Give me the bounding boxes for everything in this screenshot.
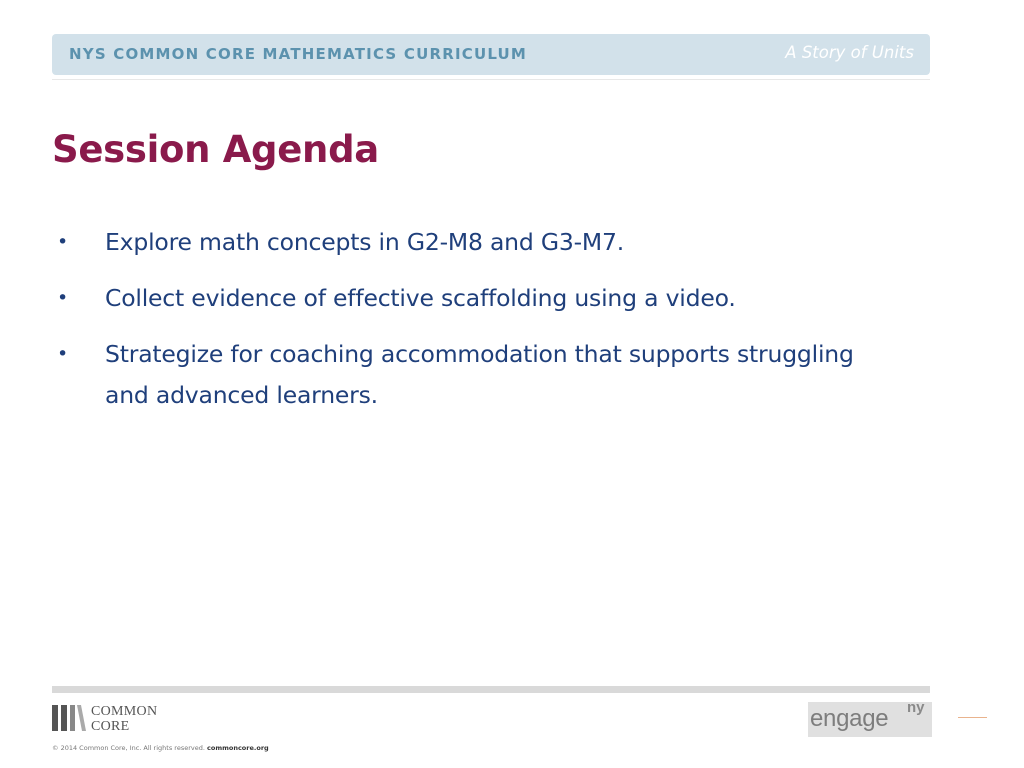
engage-superscript: ny [907,699,925,716]
agenda-item-text: Explore math concepts in G2-M8 and G3-M7. [105,228,624,256]
bullet-icon: • [57,287,69,309]
logo-line-1: COMMON [91,704,158,719]
engage-wordmark: engage [810,705,889,732]
engageny-logo [808,699,932,737]
footer-divider [52,686,930,693]
common-core-mark-icon [52,705,86,731]
slide-title: Session Agenda [52,128,379,171]
header-divider [52,79,930,80]
copyright-notice [52,744,269,752]
agenda-item-text: Strategize for coaching accommodation that supports struggling and advanced learners. [105,340,854,409]
agenda-item [52,334,882,416]
common-core-wordmark [91,704,157,734]
bullet-icon: • [57,231,69,253]
decorative-rule [958,717,987,718]
agenda-list [52,222,882,431]
agenda-item-text: Collect evidence of effective scaffolding using a video. [105,284,736,312]
copyright-text: © 2014 Common Core, Inc. All rights reserved. [52,744,205,752]
agenda-item [52,278,882,319]
agenda-item [52,222,882,263]
story-subtitle: A Story of Units [785,43,914,62]
bullet-icon: • [57,343,69,365]
copyright-site: commoncore.org [207,744,269,752]
logo-line-2: CORE [91,719,130,734]
header-bar [52,34,930,75]
curriculum-title: NYS COMMON CORE MATHEMATICS CURRICULUM [69,45,528,63]
